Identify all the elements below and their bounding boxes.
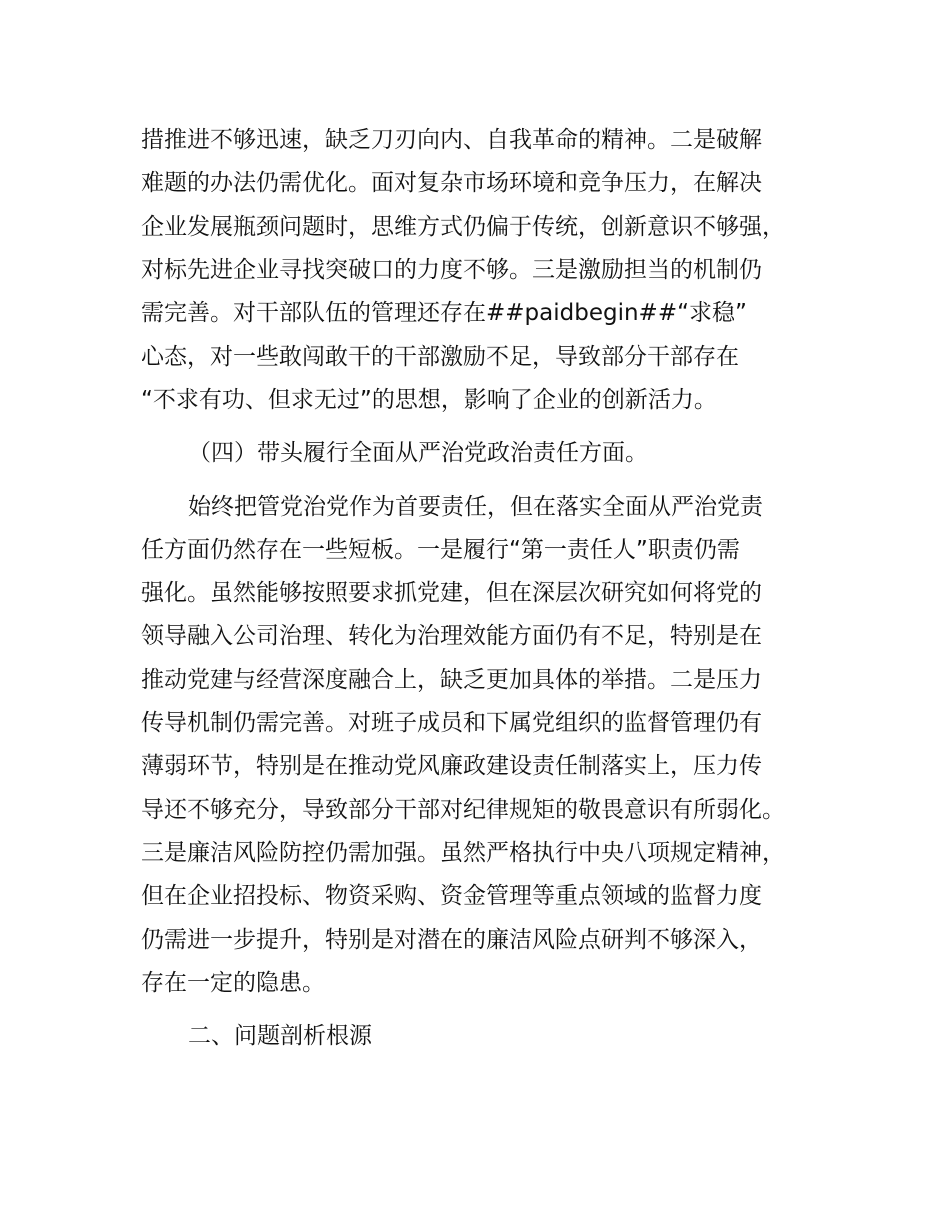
paragraph-2-line-4: 领导融入公司治理、转化为治理效能方面仍有不足，特别是在: [141, 623, 762, 649]
paragraph-2-line-3: 强化。虽然能够按照要求抓党建，但在深层次研究如何将党的: [141, 580, 762, 606]
paragraph-2-line-8: 导还不够充分，导致部分干部对纪律规矩的敬畏意识有所弱化。: [141, 797, 785, 823]
paragraph-1-line-2: 难题的办法仍需优化。面对复杂市场环境和竞争压力，在解决: [141, 170, 762, 196]
paragraph-1-line-1: 措推进不够迅速，缺乏刀刃向内、自我革命的精神。二是破解: [141, 127, 762, 153]
paragraph-2-line-12: 存在一定的隐患。: [141, 970, 325, 996]
part-heading-2: 二、问题剖析根源: [188, 1023, 372, 1049]
paragraph-2-line-1: 始终把管党治党作为首要责任，但在落实全面从严治党责: [188, 494, 763, 520]
paragraph-1-line-3: 企业发展瓶颈问题时，思维方式仍偏于传统，创新意识不够强，: [141, 214, 785, 240]
section-heading-4: （四）带头履行全面从严治党政治责任方面。: [188, 440, 648, 466]
paragraph-2-line-2: 任方面仍然存在一些短板。一是履行“第一责任人”职责仍需: [141, 537, 740, 563]
paragraph-2-line-6: 传导机制仍需完善。对班子成员和下属党组织的监督管理仍有: [141, 710, 762, 736]
paragraph-1-line-4: 对标先进企业寻找突破口的力度不够。三是激励担当的机制仍: [141, 257, 762, 283]
paragraph-1-line-7: “不求有功、但求无过”的思想，影响了企业的创新活力。: [141, 387, 717, 413]
paragraph-2-line-10: 但在企业招投标、物资采购、资金管理等重点领域的监督力度: [141, 883, 762, 909]
paragraph-2-line-7: 薄弱环节，特别是在推动党风廉政建设责任制落实上，压力传: [141, 753, 762, 779]
paragraph-2-line-11: 仍需进一步提升，特别是对潜在的廉洁风险点研判不够深入，: [141, 927, 762, 953]
paragraph-2-line-9: 三是廉洁风险防控仍需加强。虽然严格执行中央八项规定精神，: [141, 840, 785, 866]
paragraph-1-line-6: 心态，对一些敢闯敢干的干部激励不足，导致部分干部存在: [141, 344, 739, 370]
paragraph-1-line-5: 需完善。对干部队伍的管理还存在##paidbegin##“求稳”: [141, 300, 747, 326]
paragraph-2-line-5: 推动党建与经营深度融合上，缺乏更加具体的举措。二是压力: [141, 667, 762, 693]
